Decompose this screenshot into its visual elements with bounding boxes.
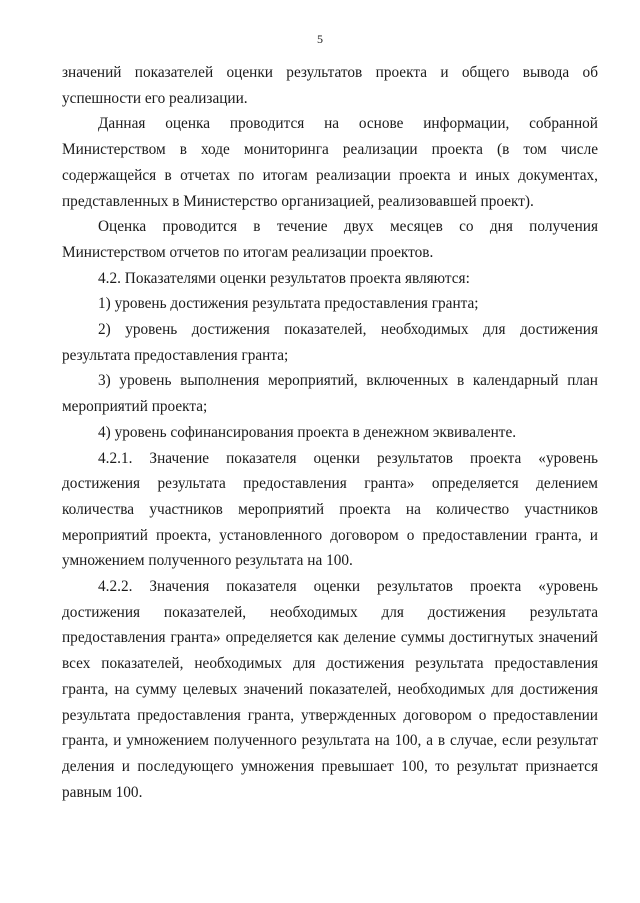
list-item-1: 1) уровень достижения результата предоставления гранта;	[98, 295, 479, 313]
paragraph-assessment-basis: Данная оценка проводится на основе информации, собранной Министерством в ходе мониторинга реализации проекта (в том числе содержащейся в отчетах по итогам реализации проекта и иных документах, представленных в Министерство организацией, реализовавшей проект).	[62, 115, 598, 210]
list-item-4: 4) уровень софинансирования проекта в денежном эквиваленте.	[98, 423, 517, 441]
paragraph-section-4-2-1: 4.2.1. Значение показателя оценки результатов проекта «уровень достижения результата предоставления гранта» определяется делением количества участников мероприятий проекта на количество участников мероприятий проекта, установленного договором о предоставлении гранта, и умножением полученного результата на 100.	[62, 449, 598, 570]
list-item-2: 2) уровень достижения показателей, необходимых для достижения результата предоставления гранта;	[62, 321, 598, 364]
paragraph-intro-continuation: значений показателей оценки результатов проекта и общего вывода об успешности его реализации.	[62, 64, 598, 107]
page-number: 5	[317, 32, 323, 46]
paragraph-assessment-period: Оценка проводится в течение двух месяцев со дня получения Министерством отчетов по итогам реализации проектов.	[62, 218, 598, 261]
document-body	[62, 60, 598, 805]
paragraph-section-4-2: 4.2. Показателями оценки результатов проекта являются:	[98, 269, 470, 287]
paragraph-section-4-2-2: 4.2.2. Значения показателя оценки результатов проекта «уровень достижения показателей, необходимых для достижения результата предоставления гранта» определяется как деление суммы достигнутых значений всех показателей, необходимых для достижения результата предоставления гранта, на сумму целевых значений показателей, необходимых для достижения результата предоставления гранта, утвержденных договором о предоставлении гранта, и умножением полученного результата на 100, а в случае, если результат деления и последующего умножения превышает 100, то результат признается равным 100.	[62, 578, 598, 801]
list-item-3: 3) уровень выполнения мероприятий, включенных в календарный план мероприятий проекта;	[62, 372, 598, 416]
